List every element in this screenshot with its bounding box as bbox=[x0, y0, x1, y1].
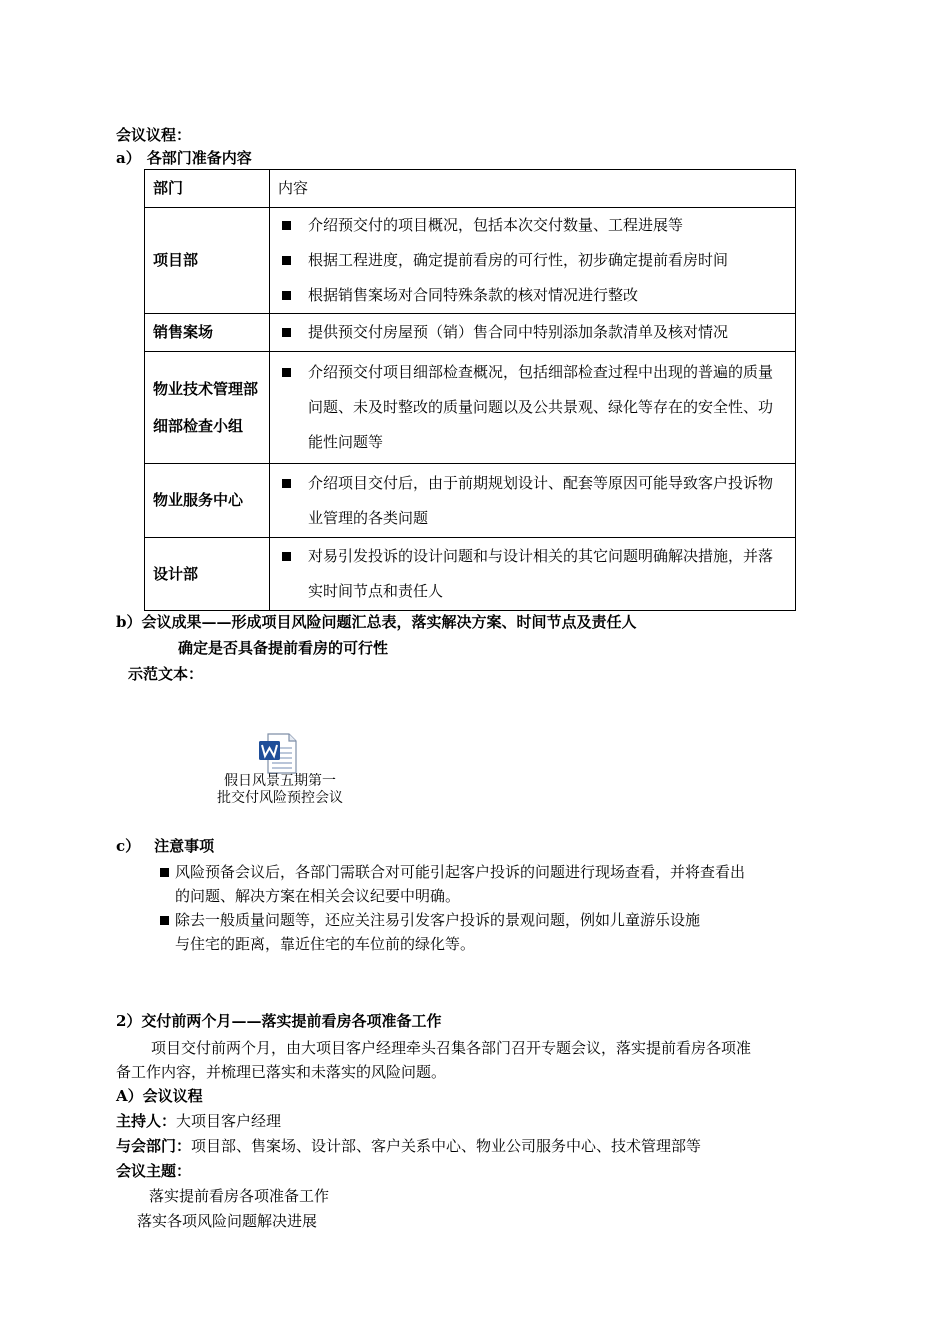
square-bullet-icon bbox=[160, 868, 169, 877]
attachment-label[interactable] bbox=[210, 773, 350, 807]
depts-label: 与会部门： bbox=[116, 1137, 192, 1155]
header-dept: 部门 bbox=[145, 170, 270, 208]
list-item bbox=[278, 539, 787, 609]
header-content: 内容 bbox=[270, 170, 796, 208]
dept-cell: 设计部 bbox=[145, 538, 270, 611]
item-text: 介绍预交付的项目概况，包括本次交付数量、工程进展等 bbox=[308, 216, 684, 234]
item-text: 根据销售案场对合同特殊条款的核对情况进行整改 bbox=[308, 286, 639, 304]
section-b-line1: b）会议成果——形成项目风险问题汇总表，落实解决方案、时间节点及责任人 bbox=[116, 613, 637, 631]
dept-cell: 销售案场 bbox=[145, 314, 270, 352]
attachment-label-line1: 假日风景五期第一 bbox=[224, 773, 336, 789]
section-c-heading bbox=[116, 836, 214, 856]
section2-agenda-title: A）会议议程 bbox=[116, 1087, 203, 1105]
list-item bbox=[278, 208, 787, 243]
word-document-icon[interactable] bbox=[258, 733, 298, 775]
notice-item bbox=[160, 908, 830, 956]
host-label: 主持人： bbox=[116, 1112, 177, 1130]
depts-value: 项目部、售案场、设计部、客户关系中心、物业公司服务中心、技术管理部等 bbox=[191, 1137, 702, 1155]
table-row bbox=[145, 208, 796, 314]
dept-cell: 项目部 bbox=[145, 208, 270, 314]
agenda-heading: 会议议程： bbox=[116, 126, 192, 144]
section2-title: 2）交付前两个月——落实提前看房各项准备工作 bbox=[116, 1012, 442, 1030]
theme-line1: 落实提前看房各项准备工作 bbox=[149, 1187, 330, 1205]
dept-cell: 物业服务中心 bbox=[145, 464, 270, 538]
list-item bbox=[278, 278, 787, 313]
section-a-label: a） bbox=[116, 149, 141, 167]
content-cell bbox=[270, 208, 796, 314]
square-bullet-icon bbox=[282, 256, 291, 265]
section-a-heading bbox=[116, 148, 252, 168]
item-text: 介绍预交付项目细部检查概况，包括细部检查过程中出现的普遍的质量问题、未及时整改的质量问题以及公共景观、绿化等存在的安全性、功能性问题等 bbox=[308, 363, 774, 451]
host-value: 大项目客户经理 bbox=[176, 1112, 282, 1130]
content-cell bbox=[270, 352, 796, 464]
section-a-title: 各部门准备内容 bbox=[146, 149, 252, 167]
notice-line2: 与住宅的距离，靠近住宅的车位前的绿化等。 bbox=[175, 935, 476, 953]
table-row bbox=[145, 464, 796, 538]
notice-line1: 风险预备会议后，各部门需联合对可能引起客户投诉的问题进行现场查看，并将查看出 bbox=[175, 863, 746, 881]
square-bullet-icon bbox=[282, 221, 291, 230]
square-bullet-icon bbox=[282, 479, 291, 488]
item-text: 介绍项目交付后，由于前期规划设计、配套等原因可能导致客户投诉物业管理的各类问题 bbox=[308, 473, 774, 527]
sample-label: 示范文本： bbox=[128, 665, 204, 683]
notice-item bbox=[160, 860, 830, 908]
content-cell bbox=[270, 314, 796, 352]
section-c-label: c） bbox=[116, 837, 141, 855]
dept-cell: 物业技术管理部细部检查小组 bbox=[145, 352, 270, 464]
section2-para-line2: 备工作内容，并梳理已落实和未落实的风险问题。 bbox=[116, 1063, 447, 1081]
content-cell bbox=[270, 464, 796, 538]
square-bullet-icon bbox=[282, 291, 291, 300]
section-b-line2: 确定是否具备提前看房的可行性 bbox=[178, 639, 389, 657]
table-row bbox=[145, 538, 796, 611]
list-item bbox=[278, 315, 787, 350]
table-row bbox=[145, 314, 796, 352]
host-line bbox=[116, 1111, 281, 1131]
list-item bbox=[278, 243, 787, 278]
attachment-label-line2: 批交付风险预控会议 bbox=[217, 790, 343, 806]
notice-line1: 除去一般质量问题等，还应关注易引发客户投诉的景观问题，例如儿童游乐设施 bbox=[175, 911, 701, 929]
table-header-row bbox=[145, 170, 796, 208]
item-text: 对易引发投诉的设计问题和与设计相关的其它问题明确解决措施，并落实时间节点和责任人 bbox=[308, 547, 774, 600]
department-prep-table bbox=[144, 169, 796, 611]
square-bullet-icon bbox=[282, 368, 291, 377]
list-item bbox=[278, 466, 787, 536]
section2-para-line1: 项目交付前两个月，由大项目客户经理牵头召集各部门召开专题会议，落实提前看房各项准 bbox=[151, 1039, 752, 1057]
item-text: 根据工程进度，确定提前看房的可行性，初步确定提前看房时间 bbox=[308, 251, 729, 269]
list-item bbox=[278, 355, 787, 460]
section-c-title: 注意事项 bbox=[154, 837, 215, 855]
notice-line2: 的问题、解决方案在相关会议纪要中明确。 bbox=[175, 887, 461, 905]
depts-line bbox=[116, 1136, 701, 1156]
square-bullet-icon bbox=[160, 916, 169, 925]
table-row bbox=[145, 352, 796, 464]
item-text: 提供预交付房屋预（销）售合同中特别添加条款清单及核对情况 bbox=[308, 323, 729, 341]
theme-line2: 落实各项风险问题解决进展 bbox=[137, 1212, 318, 1230]
square-bullet-icon bbox=[282, 328, 291, 337]
content-cell bbox=[270, 538, 796, 611]
theme-label: 会议主题： bbox=[116, 1162, 192, 1180]
square-bullet-icon bbox=[282, 552, 291, 561]
